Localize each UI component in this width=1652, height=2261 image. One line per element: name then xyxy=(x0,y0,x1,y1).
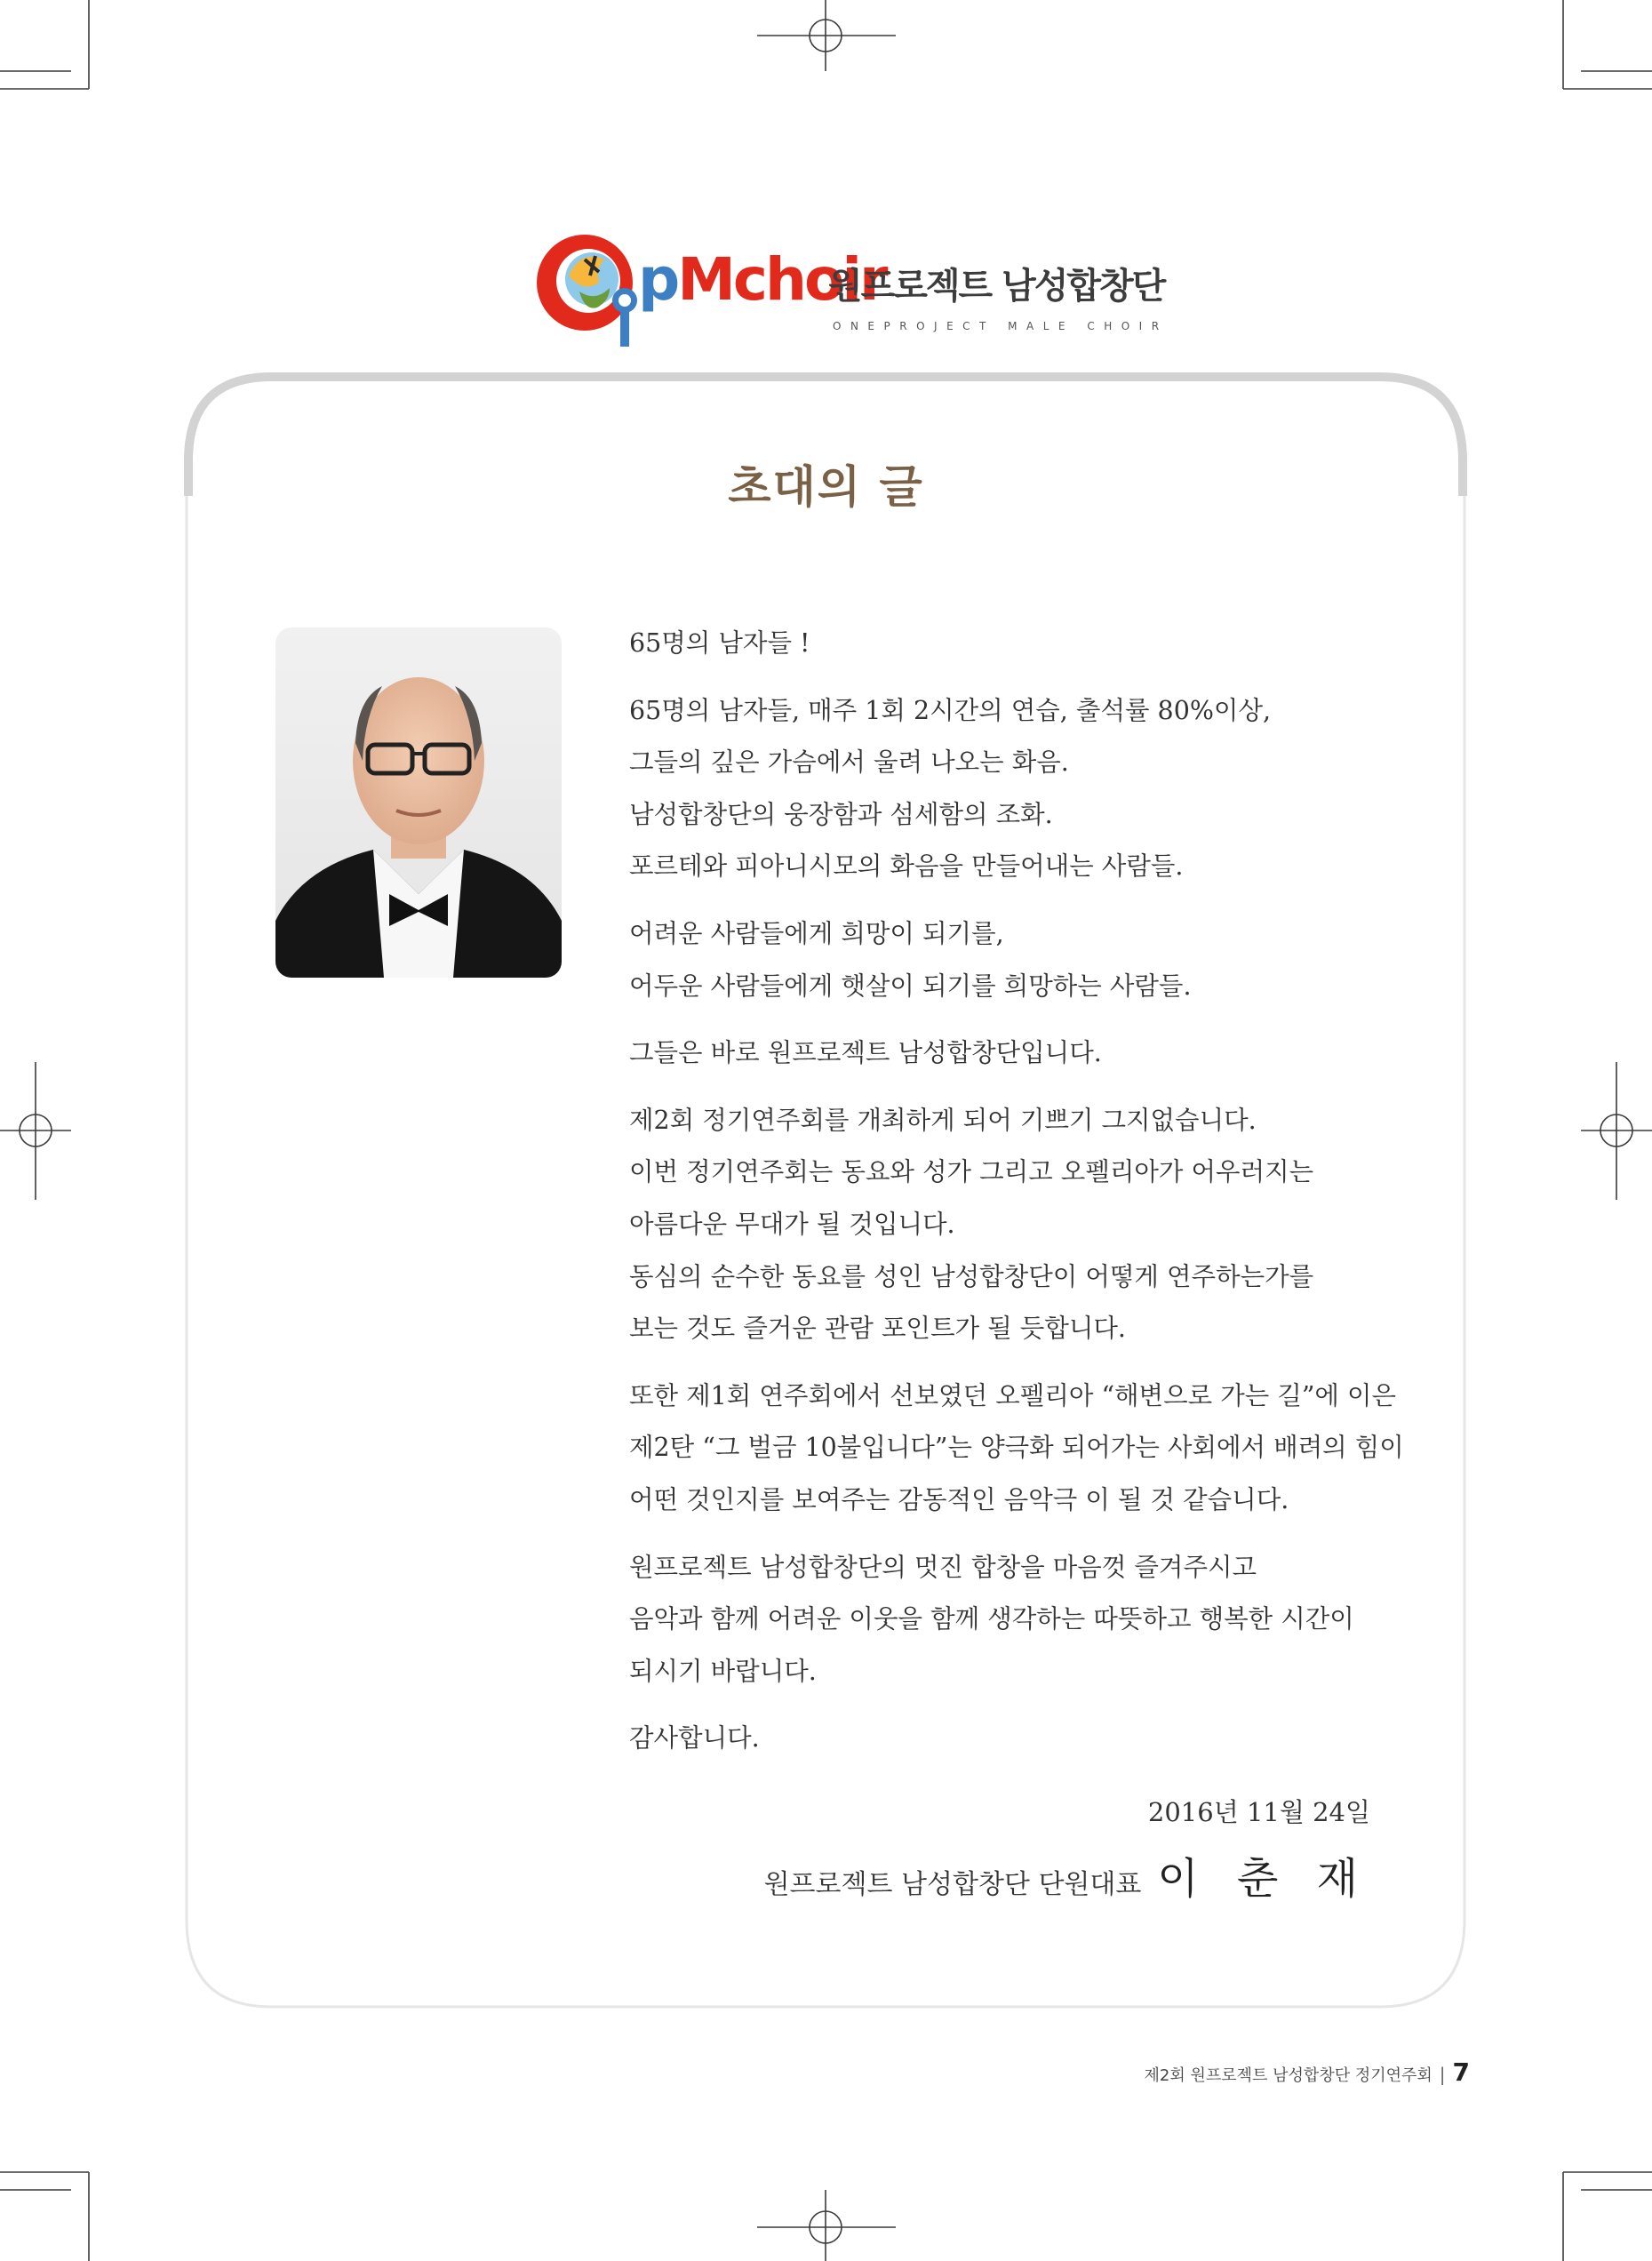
letter-date: 2016년 11월 24일 xyxy=(1147,1797,1370,1827)
letter-line: 어려운 사람들에게 희망이 되기를, xyxy=(629,918,1004,948)
choir-logo-emblem-icon xyxy=(533,229,640,354)
letter-paragraph xyxy=(629,1370,1429,1527)
choir-logo-wordmark: pMchoir xyxy=(638,245,886,314)
footer-separator: | xyxy=(1439,2064,1446,2085)
letter-line: 65명의 남자들 ! xyxy=(629,628,810,658)
choir-name-korean: 원프로젝트 남성합창단 xyxy=(828,266,1165,307)
signature-name: 이 춘 재 xyxy=(1157,1854,1370,1904)
letter-line: 어두운 사람들에게 햇살이 되기를 희망하는 사람들. xyxy=(629,971,1192,1001)
letter-line: 되시기 바랍니다. xyxy=(629,1656,817,1686)
letter-line: 감사합니다. xyxy=(629,1723,760,1754)
letter-paragraph xyxy=(629,618,1429,670)
letter-line: 포르테와 피아니시모의 화음을 만들어내는 사람들. xyxy=(629,851,1184,882)
footer-publication-title: 제2회 원프로젝트 남성합창단 정기연주회 xyxy=(1144,2066,1433,2085)
page-title: 초대의 글 xyxy=(728,461,924,513)
letter-line: 65명의 남자들, 매주 1회 2시간의 연습, 출석률 80%이상, xyxy=(629,695,1272,725)
letter-line: 제2회 정기연주회를 개최하게 되어 기쁘기 그지없습니다. xyxy=(629,1105,1257,1135)
letter-paragraph xyxy=(629,1542,1429,1698)
letter-line: 원프로젝트 남성합창단의 멋진 합창을 마음껏 즐겨주시고 xyxy=(629,1552,1257,1582)
letter-line: 이번 정기연주회는 동요와 성가 그리고 오펠리아가 어우러지는 xyxy=(629,1157,1314,1187)
letter-line: 제2탄 “그 벌금 10불입니다”는 양극화 되어가는 사회에서 배려의 힘이 xyxy=(629,1433,1404,1463)
letter-paragraph xyxy=(629,1713,1429,1765)
letter-paragraph xyxy=(629,908,1429,1012)
signature xyxy=(764,1844,1370,1905)
letter-line: 어떤 것인지를 보여주는 감동적인 음악극 이 될 것 같습니다. xyxy=(629,1484,1289,1514)
letter-paragraph xyxy=(629,1027,1429,1080)
letter-line: 보는 것도 즐거운 관람 포인트가 될 듯합니다. xyxy=(629,1314,1126,1344)
signature-organization: 원프로젝트 남성합창단 단원대표 xyxy=(763,1869,1142,1900)
letter-line: 또한 제1회 연주회에서 선보였던 오펠리아 “해변으로 가는 길”에 이은 xyxy=(629,1380,1397,1410)
letter-line: 아름다운 무대가 될 것입니다. xyxy=(629,1209,955,1239)
page-number: 7 xyxy=(1452,2057,1470,2087)
choir-name-english: ONEPROJECT MALE CHOIR xyxy=(833,320,1169,332)
page-footer xyxy=(1145,2057,1470,2087)
letter-paragraph xyxy=(629,685,1429,893)
letter-line: 남성합창단의 웅장함과 섬세함의 조화. xyxy=(629,799,1053,829)
letter-line: 그들은 바로 원프로젝트 남성합창단입니다. xyxy=(629,1038,1102,1068)
portrait-icon xyxy=(275,627,562,978)
portrait-photo xyxy=(275,627,562,978)
choir-logo xyxy=(533,229,1169,354)
letter-body xyxy=(629,618,1429,1780)
letter-line: 음악과 함께 어려운 이웃을 함께 생각하는 따뜻하고 행복한 시간이 xyxy=(629,1604,1354,1634)
letter-line: 동심의 순수한 동요를 성인 남성합창단이 어떻게 연주하는가를 xyxy=(629,1261,1314,1291)
letter-line: 그들의 깊은 가슴에서 울려 나오는 화음. xyxy=(629,747,1069,778)
letter-paragraph xyxy=(629,1095,1429,1355)
